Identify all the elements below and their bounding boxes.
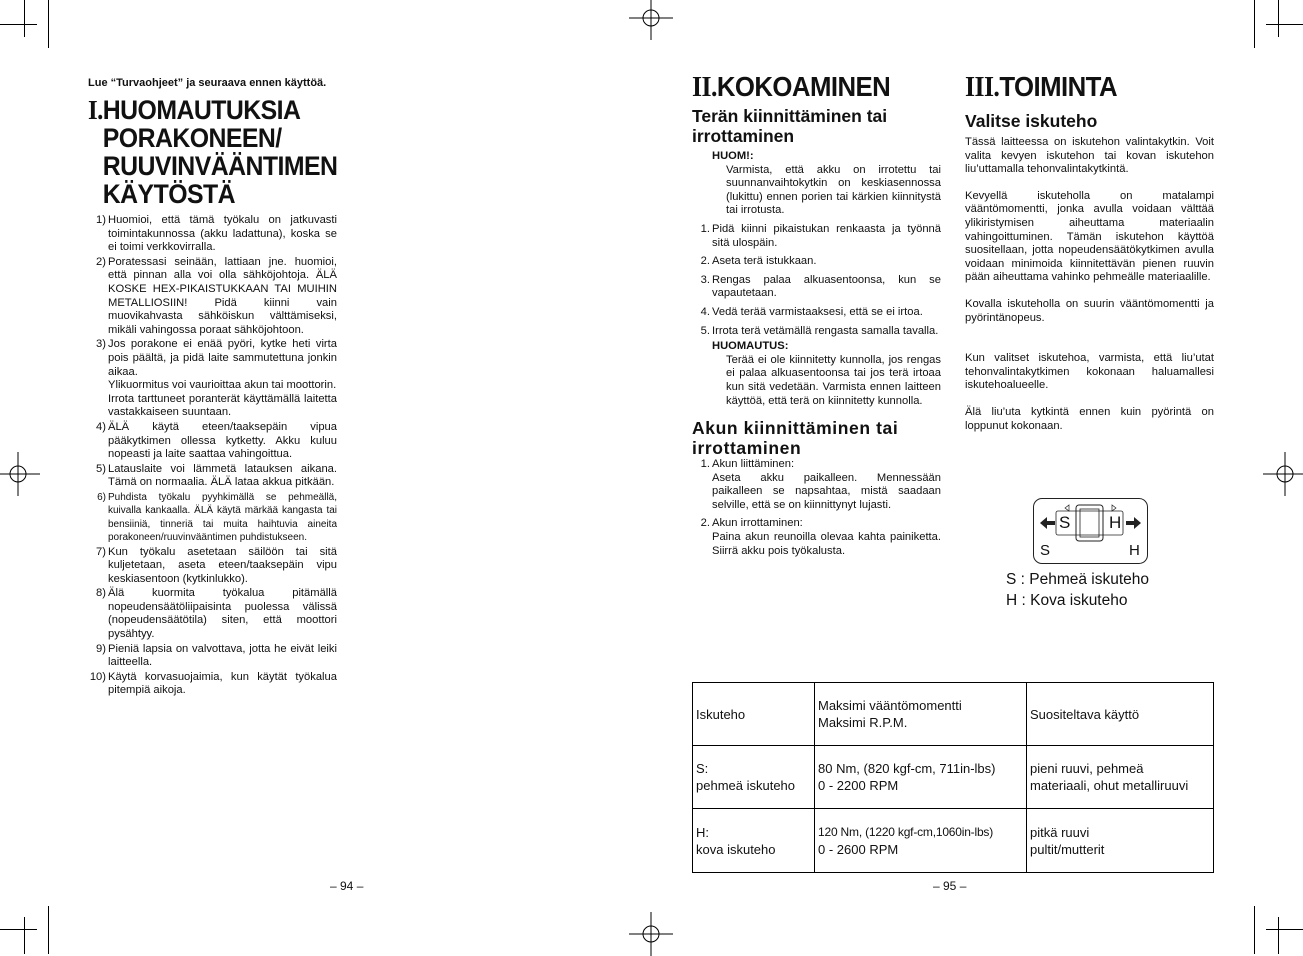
- table-cell: Suositeltava käyttö: [1027, 683, 1214, 746]
- list-item: 1) Huomioi, että tämä työkalu on jatkuvasti toimintakunnossa (akku ladattuna), koska se ei toimi verkkovirralla.: [96, 214, 337, 254]
- intro-text: Lue “Turvaohjeet” ja seuraava ennen käyttöä.: [88, 77, 327, 89]
- list-item: 5) Latauslaite voi lämmetä latauksen aikana. Tämä on normaalia. ÄLÄ lataa akkua pitkään.: [96, 462, 337, 489]
- subtitle-battery: Akun kiinnittäminen tai irrottaminen: [692, 418, 899, 459]
- legend-h: H : Kova iskuteho: [1006, 592, 1128, 609]
- paragraph: Kovalla iskuteholla on suurin vääntömomentti ja pyörintänopeus.: [965, 297, 1214, 324]
- impact-spec-table: [692, 682, 1214, 873]
- title-line: KÄYTÖSTÄ: [102, 179, 235, 209]
- list-item: 2) Poratessasi seinään, lattiaan jne. huomioi, että pinnan alla voi olla sähköjohtoja. ÄLÄ KOSKE HEX-PIKAISTUKKAAN TAI MUIHIN METALLIOSIIN! Pidä kiinni vain muovikahvasta sähköiskun välttämiseksi, mikäli vahingossa poraat sähköjohtoon.: [96, 255, 337, 336]
- section-title-iii: III.TOIMINTA: [965, 71, 1118, 103]
- table-row: [693, 746, 1214, 809]
- table-cell: pitkä ruuvi pultit/mutterit: [1027, 809, 1214, 873]
- list-item: 2. Aseta terä istukkaan.: [700, 255, 817, 268]
- list-item: 5. Irrota terä vetämällä rengasta samalla tavalla.: [700, 324, 939, 337]
- battery-steps: [692, 458, 941, 558]
- page-number-right: – 95 –: [933, 879, 967, 893]
- title-line: RUUVINVÄÄNTIMEN: [102, 151, 338, 181]
- title-line: PORAKONEEN/: [102, 123, 282, 153]
- table-header-row: [693, 683, 1214, 746]
- table-cell: S: pehmeä iskuteho: [693, 746, 815, 809]
- paragraph: Kun valitset iskutehoa, varmista, että liu’utat tehonvalintakytkimen kokonaan haluamallesi iskutehoalueelle.: [965, 352, 1214, 392]
- list-item: 4. Vedä terää varmistaaksesi, että se ei irtoa.: [700, 305, 923, 318]
- subtitle-bit: Terän kiinnittäminen tai irrottaminen: [692, 106, 888, 146]
- list-item: 4) ÄLÄ käytä eteen/taaksepäin vipua pääkytkimen ollessa kytketty. Akku kuluu nopeasti ja laite saattaa vahingoittua.: [96, 420, 337, 461]
- table-cell: H: kova iskuteho: [693, 809, 815, 873]
- list-item: 3. Rengas palaa alkuasentoonsa, kun se vapautetaan.: [700, 273, 941, 300]
- table-row: [693, 809, 1214, 873]
- table-cell: 80 Nm, (820 kgf-cm, 711in-lbs) 0 - 2200 RPM: [815, 746, 1027, 809]
- legend-s: S : Pehmeä iskuteho: [1006, 571, 1150, 588]
- left-column: [88, 76, 337, 699]
- table-cell: pieni ruuvi, pehmeä materiaali, ohut metalliruuvi: [1027, 746, 1214, 809]
- list-item: 3) Jos porakone ei enää pyöri, kytke heti virta pois päältä, ja pidä laite sammutettuna jonkin aikaa. Ylikuormitus voi vaurioittaa akun tai moottorin. Irrota tarttuneet poranterät käyttämällä laitetta vastakkaiseen suuntaan.: [96, 338, 337, 419]
- section-title-i: [88, 95, 338, 209]
- table-cell: Maksimi vääntömomentti Maksimi R.P.M.: [815, 683, 1027, 746]
- registration-mark-bottom: [629, 912, 673, 956]
- paragraph: Kevyellä iskuteholla on matalampi vääntömomentti, jonka avulla voidaan välttää ylikiristymisen aiheuttama materiaalin vahingoittuminen. Tämän iskutehon käyttöä suositellaan, jotta nopeudensäätökytkimen avulla voidaan minimoida kiinnitettävän pienen ruuvin pään aiheuttama vahinko pehmeälle materiaalille.: [965, 189, 1214, 284]
- subtitle-impact: Valitse iskuteho: [965, 111, 1098, 131]
- registration-mark-left: [0, 452, 40, 496]
- paragraph: Tässä laitteessa on iskutehon valintakytkin. Voit valita kevyen iskutehon tai kovan iskutehon liu’uttamalla tehonvalintakytkintä.: [965, 136, 1214, 176]
- registration-mark-right: [1263, 452, 1303, 496]
- list-item: 7) Kun työkalu asetetaan säilöön tai sitä kuljetetaan, aseta eteen/taaksepäin vipu keskiasentoon (kytkinlukko).: [96, 545, 337, 585]
- right-column: [965, 72, 1214, 446]
- list-item: 10) Käytä korvasuojaimia, kun käytät työkalua pitempiä aikoja.: [89, 670, 337, 697]
- precaution-list: [88, 214, 337, 698]
- paragraph: Älä liu’uta kytkintä ennen kuin pyörintä on loppunut kokonaan.: [965, 405, 1214, 432]
- list-item: 1. Akun liittäminen: Aseta akku paikalleen. Mennessään paikalleen se napsahtaa, mistä saadaan selville, että se on kiinnittynyt lujasti.: [700, 458, 941, 511]
- title-line: HUOMAUTUKSIA: [102, 95, 301, 125]
- page-number-left: – 94 –: [330, 879, 364, 893]
- bit-steps: [692, 223, 941, 338]
- list-item: 2. Akun irrottaminen: Paina akun reunoilla olevaa kahta painiketta. Siirrä akku pois työkalusta.: [700, 517, 941, 557]
- list-item: 9) Pieniä lapsia on valvottava, jotta he eivät leiki laitteella.: [96, 642, 337, 669]
- list-item: 8) Älä kuormita työkalua pitämällä nopeudensäätöliipaisinta puolessa välissä (nopeudensäätötila) siten, että moottori pysähtyy.: [96, 587, 337, 641]
- switch-label-s: S: [1059, 513, 1071, 532]
- table-cell: 120 Nm, (1220 kgf-cm,1060in-lbs) 0 - 2600 RPM: [815, 809, 1027, 873]
- section-title-ii: II.KOKOAMINEN: [692, 71, 891, 103]
- list-item: 1. Pidä kiinni pikaistukan renkaasta ja työnnä sitä ulospäin.: [700, 222, 941, 249]
- registration-mark-top: [629, 0, 673, 40]
- switch-legend: [1006, 569, 1149, 611]
- list-item: 6) Puhdista työkalu pyyhkimällä se pehmeällä, kuivalla kankaalla. ÄLÄ käytä märkää kangasta tai bensiiniä, tinneriä tai muita haihtuvia aineita porakoneen/ruuvinvääntimen puhdistukseen.: [97, 491, 337, 544]
- section-number: I.: [88, 95, 103, 125]
- note-text: Varmista, että akku on irrotettu tai suunnanvaihtokytkin on keskiasennossa (lukittu) ennen porien tai kärkien kiinnitystä tai irrotusta.: [726, 163, 941, 217]
- switch-label-h-bottom: H: [1129, 542, 1140, 559]
- caution-text: Terää ei ole kiinnitetty kunnolla, jos rengas ei palaa alkuasentoonsa tai jos terä irtoaa kun sitä vedetään. Varmista ennen laitteen käyttöä, että terä on kiinnitetty kunnolla.: [726, 353, 941, 407]
- note-label: HUOM!:: [712, 150, 754, 162]
- switch-label-s-bottom: S: [1040, 542, 1051, 559]
- caution-label: HUOMAUTUS:: [712, 340, 789, 353]
- middle-column: [692, 72, 941, 563]
- table-cell: Iskuteho: [693, 683, 815, 746]
- switch-label-h: H: [1109, 513, 1122, 532]
- impact-switch-diagram: [1033, 498, 1148, 564]
